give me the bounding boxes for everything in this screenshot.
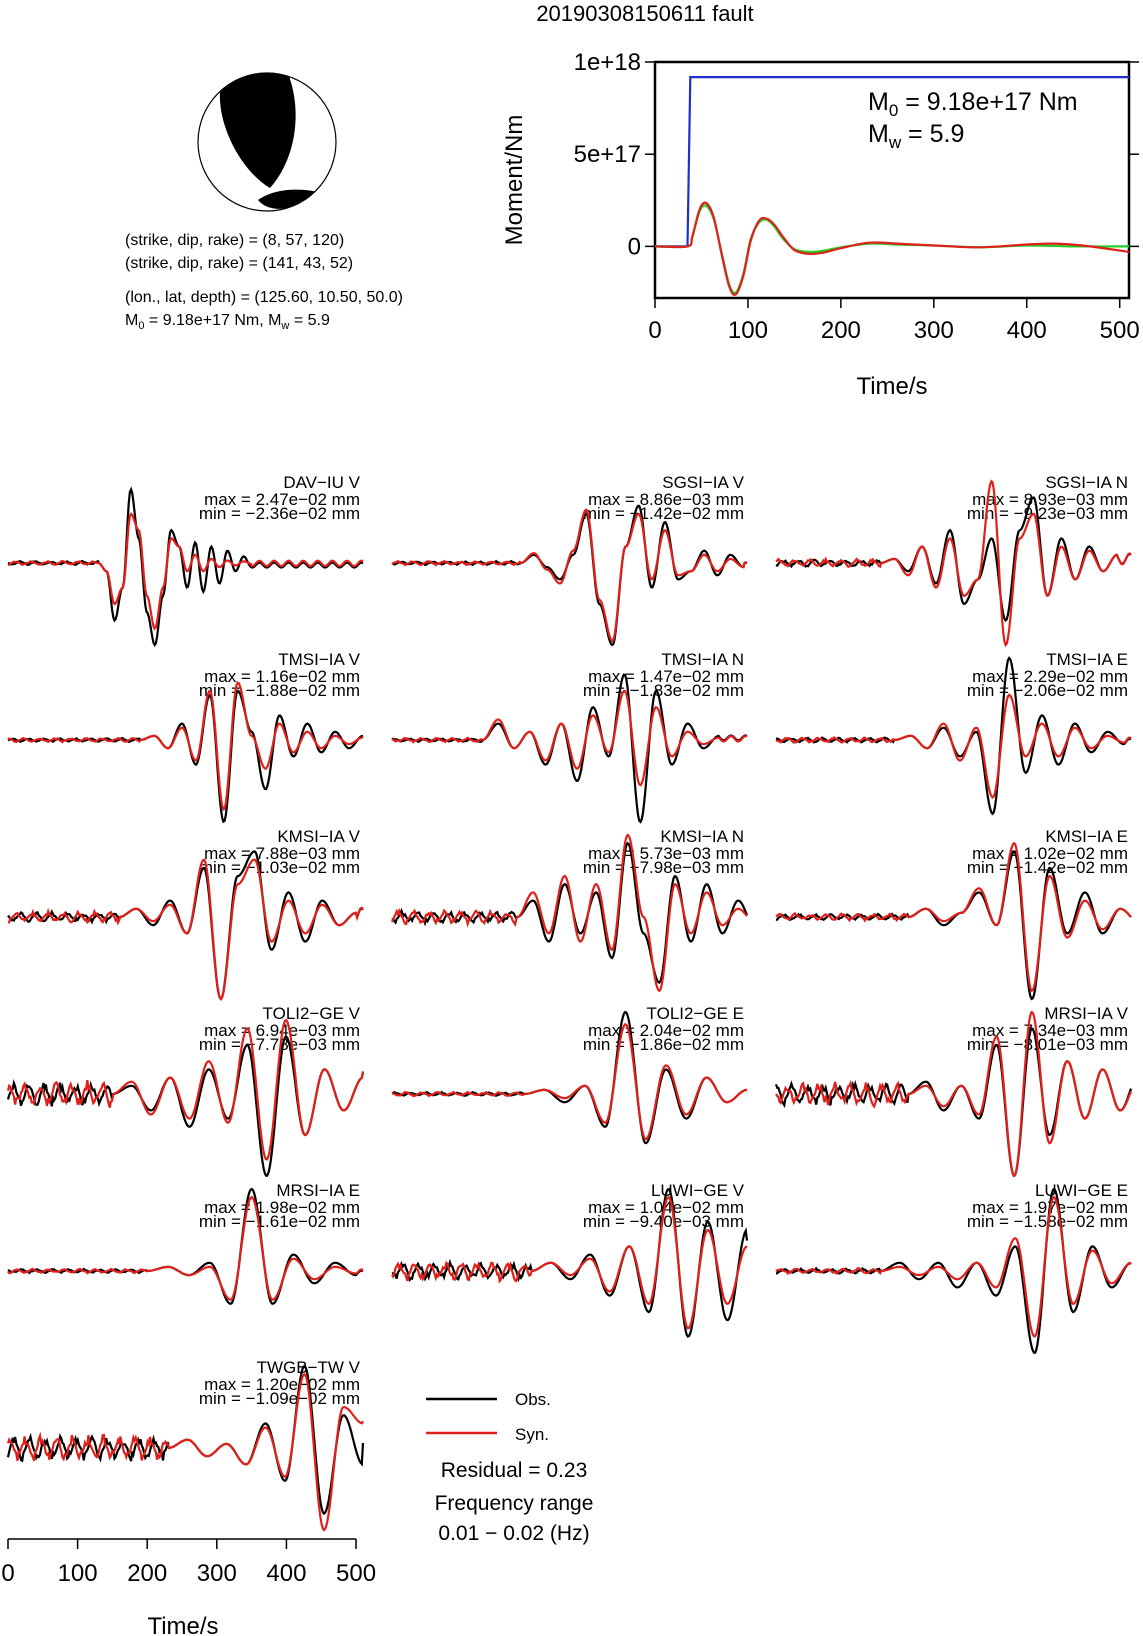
trace-station-label: TOLI2−GE E [646,1004,744,1023]
waveform-panel [392,1004,747,1143]
mw-value: = 5.9 [289,312,330,329]
waveform-panel [8,650,363,822]
waveform-panel [8,1004,363,1176]
trace-min-label: min = −1.61e−02 mm [198,1212,360,1231]
trace-min-label: min = −1.03e−02 mm [198,858,360,877]
waveform-panel [8,1181,363,1304]
moment-xtick-label: 300 [913,317,954,344]
trace-station-label: SGSI−IA V [662,473,744,492]
trace-max-label: max = 1.02e−02 mm [972,844,1128,863]
moment-xtick-label: 100 [727,317,768,344]
waveform-panel [392,650,747,822]
trace-max-label: max = 8.93e−03 mm [972,490,1128,509]
trace-xtick-label: 500 [336,1560,377,1587]
trace-max-label: max = 2.47e−02 mm [204,490,360,509]
trace-min-label: min = −9.40e−03 mm [582,1212,744,1231]
trace-max-label: max = 7.34e−03 mm [972,1021,1128,1040]
m0-annotation-sub: 0 [888,101,899,120]
moment-ytick-label: 5e+17 [573,141,641,169]
trace-min-label: min = −9.23e−03 mm [966,504,1128,523]
synthetic-waveform [8,514,363,629]
trace-max-label: max = 7.88e−03 mm [204,844,360,863]
moment-ytick-label: 0 [627,233,641,261]
waveform-panel [776,650,1131,814]
trace-station-label: TMSI−IA E [1046,650,1128,669]
m0-annotation [868,88,1078,120]
synthetic-waveform [8,860,363,999]
waveform-panel [392,827,747,991]
waveform-panel [8,473,363,645]
trace-min-label: min = −1.83e−02 mm [582,681,744,700]
waveform-panel [776,827,1131,999]
trace-min-label: min = −2.06e−02 mm [966,681,1128,700]
trace-min-label: min = −2.36e−02 mm [198,504,360,523]
trace-time-axis [1,1539,376,1636]
moment-xtick-label: 200 [820,317,861,344]
mw-annotation-label: M [868,120,889,148]
focal-mechanism [198,66,336,211]
moment-ytick-label: 1e+18 [573,49,641,76]
legend-obs-label: Obs. [515,1390,551,1409]
trace-station-label: MRSI−IA E [276,1181,360,1200]
mw-annotation [868,120,964,152]
nodal-plane-2: (strike, dip, rake) = (141, 43, 52) [125,255,354,272]
trace-min-label: min = −7.98e−03 mm [582,858,744,877]
waveform-panel [8,827,363,999]
event-magnitude [125,312,330,332]
moment-chart [501,49,1140,400]
waveform-panel [392,473,747,645]
trace-station-label: KMSI−IA N [660,827,744,846]
event-location: (lon., lat, depth) = (125.60, 10.50, 50.0) [125,289,403,306]
trace-min-label: min = −1.58e−02 mm [966,1212,1128,1231]
trace-station-label: KMSI−IA V [277,827,360,846]
waveform-panel [776,1181,1131,1353]
trace-max-label: max = 8.86e−03 mm [588,490,744,509]
legend [426,1390,551,1444]
trace-station-label: DAV−IU V [283,473,360,492]
trace-max-label: max = 1.16e−02 mm [204,667,360,686]
trace-min-label: min = −1.86e−02 mm [582,1035,744,1054]
moment-xtick-label: 400 [1006,317,1047,344]
frequency-range: 0.01 − 0.02 (Hz) [438,1522,590,1545]
moment-rate-line [655,203,1129,295]
waveform-panel [776,1004,1131,1176]
mw-annotation-text: = 5.9 [901,120,965,148]
nodal-plane-1: (strike, dip, rake) = (8, 57, 120) [125,232,345,249]
synthetic-waveform [776,695,1131,798]
trace-max-label: max = 1.47e−02 mm [588,667,744,686]
trace-max-label: max = 1.20e−02 mm [204,1375,360,1394]
legend-syn-label: Syn. [515,1425,550,1444]
trace-xtick-label: 100 [57,1560,98,1587]
synthetic-waveform [392,510,747,641]
trace-station-label: TMSI−IA N [661,650,744,669]
trace-max-label: max = 6.94e−03 mm [204,1021,360,1040]
waveform-panel [392,1181,747,1337]
observed-waveform [8,1037,363,1176]
observed-waveform [8,691,363,822]
trace-max-label: max = 5.73e−03 mm [588,844,744,863]
trace-xtick-label: 200 [127,1560,168,1587]
trace-station-label: LUWI−GE V [650,1181,744,1200]
moment-rate-fit-line [655,205,1129,293]
m0-annotation-label: M [868,88,889,116]
moment-xtick-label: 500 [1099,317,1140,344]
synthetic-waveform [392,691,747,785]
trace-station-label: TOLI2−GE V [262,1004,360,1023]
moment-ylabel: Moment/Nm [501,114,528,246]
trace-min-label: min = −1.42e−02 mm [582,504,744,523]
trace-min-label: min = −1.42e−02 mm [966,858,1128,877]
trace-max-label: max = 2.29e−02 mm [972,667,1128,686]
mw-annotation-sub: w [888,133,902,152]
trace-station-label: TMSI−IA V [278,650,360,669]
trace-station-label: TWGB−TW V [256,1358,360,1377]
trace-max-label: max = 1.98e−02 mm [204,1198,360,1217]
trace-min-label: min = −7.78e−03 mm [198,1035,360,1054]
synthetic-waveform [8,1374,363,1530]
trace-max-label: max = 2.04e−02 mm [588,1021,744,1040]
trace-xtick-label: 0 [1,1560,15,1587]
trace-max-label: max = 1.04e−02 mm [588,1198,744,1217]
synthetic-waveform [8,683,363,810]
trace-station-label: SGSI−IA N [1045,473,1128,492]
waveform-panel [8,1358,363,1530]
waveform-traces [8,473,1131,1530]
m0-prefix: M [125,312,139,329]
trace-station-label: LUWI−GE E [1034,1181,1128,1200]
trace-min-label: min = −1.09e−02 mm [198,1389,360,1408]
residual-text: Residual = 0.23 [440,1459,588,1482]
trace-station-label: MRSI−IA V [1044,1004,1128,1023]
trace-xtick-label: 300 [196,1560,237,1587]
m0-annotation-text: = 9.18e+17 Nm [898,88,1078,116]
waveform-panel [776,473,1131,645]
moment-xlabel: Time/s [856,373,928,400]
m0-subscript: 0 [138,320,145,332]
trace-max-label: max = 1.97e−02 mm [972,1198,1128,1217]
trace-station-label: KMSI−IA E [1045,827,1128,846]
figure-title: 20190308150611 fault [536,1,754,26]
trace-xtick-label: 400 [266,1560,307,1587]
trace-xlabel: Time/s [147,1613,219,1636]
m0-value: = 9.18e+17 Nm, M [144,312,282,329]
trace-min-label: min = −1.88e−02 mm [198,681,360,700]
mw-subscript: w [281,320,290,332]
trace-min-label: min = −8.01e−03 mm [966,1035,1128,1054]
observed-waveform [392,506,747,645]
frequency-title: Frequency range [434,1492,594,1515]
moment-xtick-label: 0 [648,317,662,344]
